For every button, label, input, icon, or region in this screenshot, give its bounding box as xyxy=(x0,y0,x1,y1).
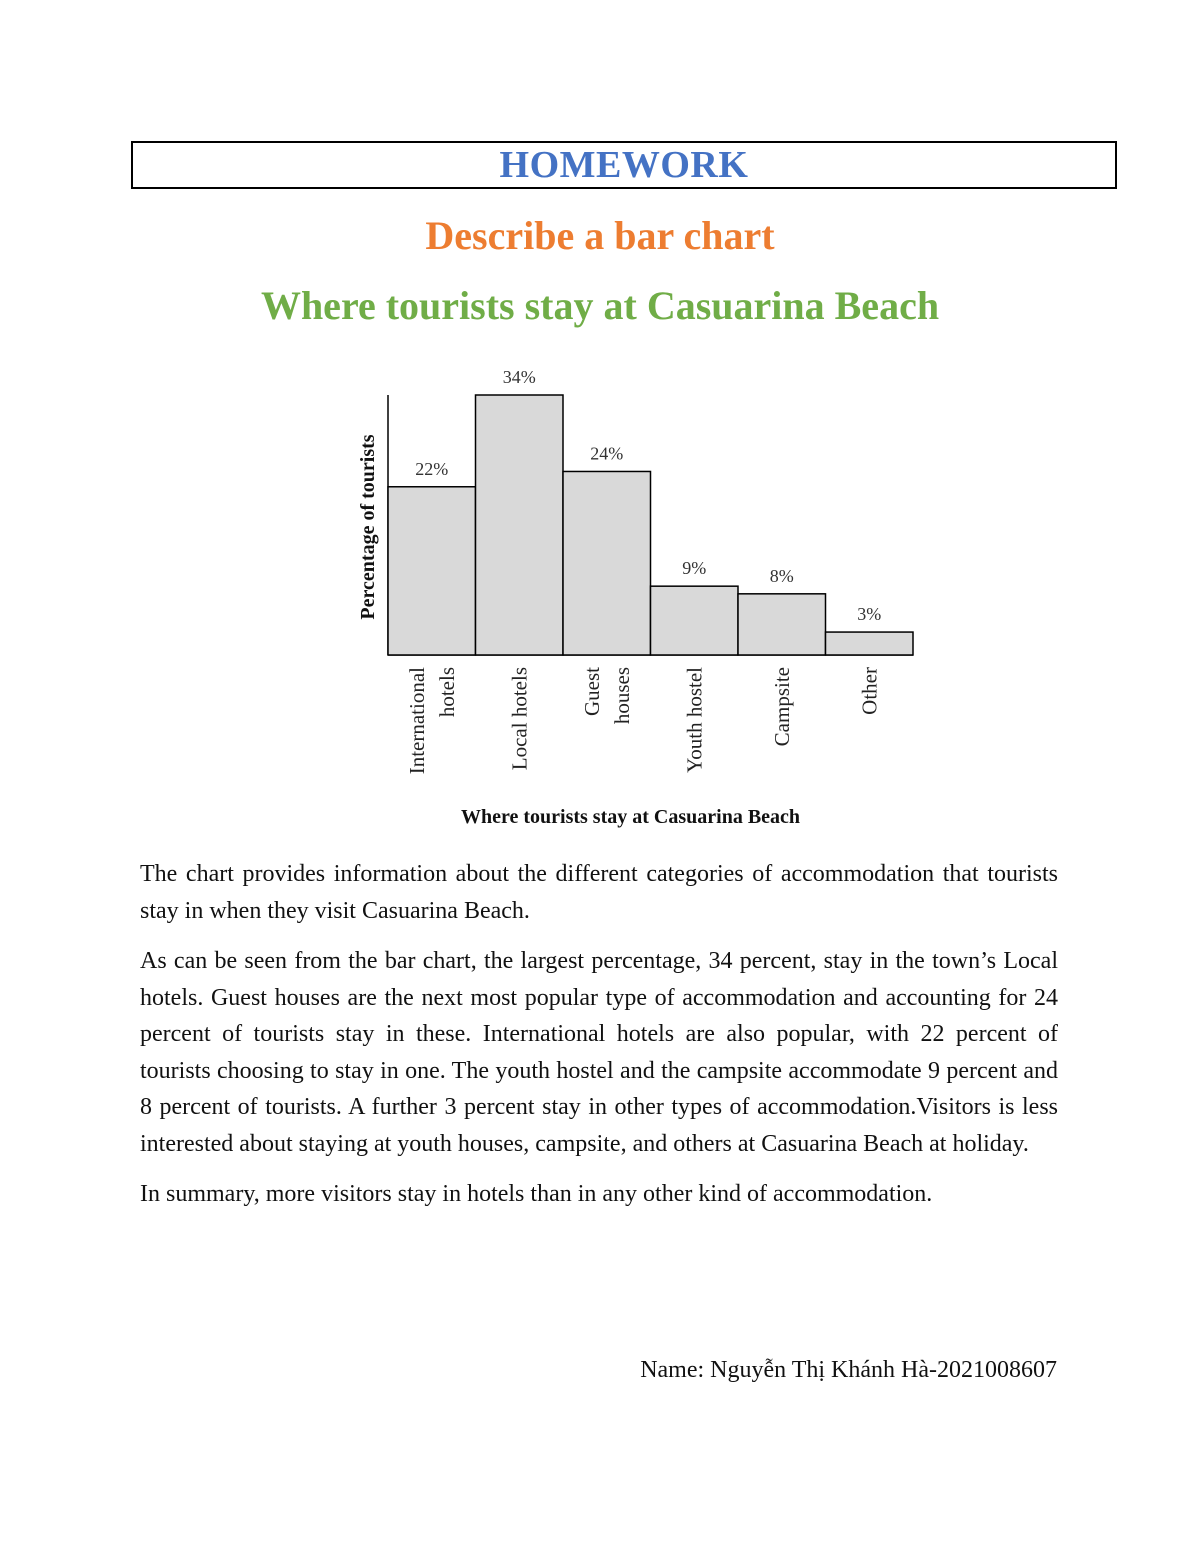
bar-1 xyxy=(388,487,476,655)
document-subtitle: Describe a bar chart xyxy=(425,213,775,258)
bar-2 xyxy=(476,395,564,655)
student-signature: Name: Nguyễn Thị Khánh Hà-2021008607 xyxy=(640,1357,1057,1383)
category-label-line: International xyxy=(404,667,429,775)
homework-title: HOMEWORK xyxy=(499,144,749,186)
bar-5 xyxy=(738,594,826,655)
category-label-line: hotels xyxy=(434,667,459,718)
paragraph-details: As can be seen from the bar chart, the largest percentage, 34 percent, stay in the town’s Local hotels. Guest houses are the next most popular type of accommodation and accounting for 24 percent of tourists stay in these. International hotels are also popular, with 22 percent of tourists choosing to stay in one. The youth hostel and the campsite accommodate 9 percent and 8 percent of tourists. A further 3 percent stay in other types of accommodation.Visitors is less interested about staying at youth houses, campsite, and others at Casuarina Beach at holiday. xyxy=(140,948,1058,1157)
data-label-3: 24% xyxy=(590,443,624,464)
category-label-4 xyxy=(682,667,706,773)
data-label-6: 3% xyxy=(857,604,882,625)
category-label-line: houses xyxy=(609,667,634,725)
bar-3 xyxy=(563,471,651,655)
data-label-5: 8% xyxy=(769,565,794,586)
category-label-line: Youth hostel xyxy=(682,667,707,773)
category-label-6 xyxy=(857,667,881,715)
paragraph-intro: The chart provides information about the different categories of accommodation that tourists stay in when they visit Casuarina Beach. xyxy=(140,861,1058,924)
category-label-line: Other xyxy=(857,667,882,715)
category-label-line: Local hotels xyxy=(507,667,532,771)
category-label-1 xyxy=(405,667,459,774)
x-axis-label: Where tourists stay at Casuarina Beach xyxy=(460,806,801,828)
data-label-2: 34% xyxy=(502,367,536,387)
homework-box xyxy=(131,141,1117,189)
category-label-5 xyxy=(770,667,794,746)
category-label-line: Campsite xyxy=(769,667,794,747)
document-title: Where tourists stay at Casuarina Beach xyxy=(260,283,940,328)
y-axis-label: Percentage of tourists xyxy=(357,434,379,620)
body-text xyxy=(140,856,1058,1227)
data-label-4: 9% xyxy=(682,558,707,579)
bar-chart xyxy=(330,355,882,835)
category-label-line: Guest xyxy=(579,667,604,716)
bar-4 xyxy=(651,586,739,655)
category-label-3 xyxy=(580,667,634,724)
bar-6 xyxy=(826,632,914,655)
paragraph-summary: In summary, more visitors stay in hotels than in any other kind of accommodation. xyxy=(140,1181,933,1207)
data-label-1: 22% xyxy=(415,458,449,479)
category-label-2 xyxy=(507,667,531,770)
